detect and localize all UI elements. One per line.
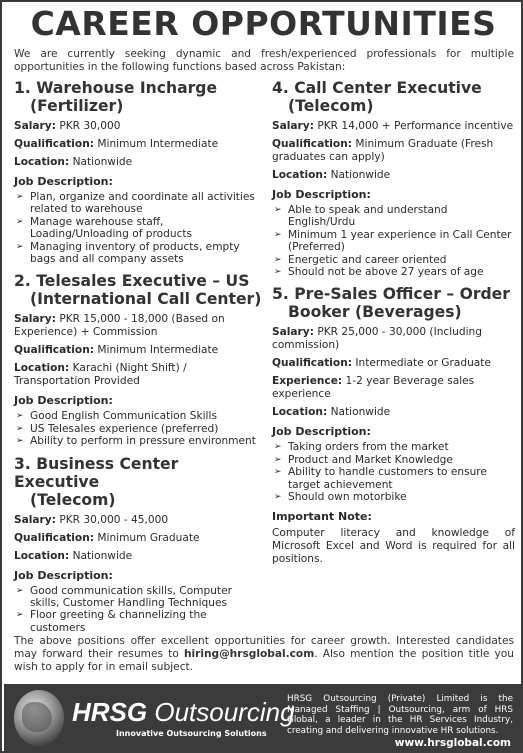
qualification-field: Qualification: Minimum Intermediate xyxy=(14,138,219,150)
duty-list xyxy=(14,410,264,447)
website-link[interactable]: www.hrsglobal.com xyxy=(394,737,511,749)
qualification-field: Qualification: Minimum Graduate xyxy=(14,531,200,544)
left-column xyxy=(14,79,264,641)
job-description-heading: Job Description: xyxy=(14,175,113,188)
job-telesales-executive xyxy=(14,272,264,447)
page-title: CAREER OPPORTUNITIES xyxy=(30,4,497,43)
list-item: ➢ Should own motorbike xyxy=(272,491,515,503)
job-description-heading: Job Description: xyxy=(272,188,371,201)
location-field: Location: Nationwide xyxy=(14,156,133,168)
duty-list xyxy=(272,204,515,278)
job-title-line1: 5. Pre-Sales Officer – Order xyxy=(272,285,510,304)
list-item: ➢ Ability to perform in pressure environment xyxy=(14,435,264,447)
list-item: ➢ Product and Market Knowledge xyxy=(272,454,515,466)
intro-text: We are currently seeking dynamic and fresh/experienced professionals for multiple opportunities in the following functions based across Pakistan: xyxy=(14,48,514,73)
list-item: ➢ Taking orders from the market xyxy=(272,441,515,453)
salary-field: Salary: PKR 30,000 - 45,000 xyxy=(14,513,169,526)
salary-field: Salary: PKR 15,000 - 18,000 (Based on Experience) + Commission xyxy=(14,313,225,339)
salary-field: Salary: PKR 30,000 xyxy=(14,120,121,132)
job-title xyxy=(14,272,264,308)
qualification-field: Qualification: Minimum Graduate (Fresh graduates can apply) xyxy=(272,138,494,163)
duty-list xyxy=(14,191,264,265)
job-title xyxy=(272,79,515,115)
location-field: Location: Nationwide xyxy=(272,406,391,419)
job-call-center-executive xyxy=(272,79,515,278)
globe-logo-icon xyxy=(14,690,64,746)
job-title-line2: (Telecom) xyxy=(30,490,116,509)
salary-field: Salary: PKR 25,000 - 30,000 (Including commission) xyxy=(272,326,482,352)
important-note-text: Computer literacy and knowledge of Microsoft Excel and Word is required for all positions. xyxy=(272,527,515,566)
job-title-line1: 3. Business Center Executive xyxy=(14,454,179,491)
qualification-field: Qualification: Intermediate or Graduate xyxy=(272,357,491,370)
duty-list xyxy=(272,441,515,503)
list-item: ➢ Good communication skills, Computer skills, Customer Handling Techniques xyxy=(14,585,264,610)
job-title-line2: (Telecom) xyxy=(288,97,374,115)
list-item: ➢ Managing inventory of products, empty bags and all company assets xyxy=(14,241,264,266)
salary-field: Salary: PKR 14,000 + Performance incentive xyxy=(272,120,514,132)
job-description-heading: Job Description: xyxy=(272,425,371,439)
brand-tagline: Innovative Outsourcing Solutions xyxy=(116,729,267,738)
duty-list xyxy=(14,585,264,635)
job-title-line1: 2. Telesales Executive – US xyxy=(14,272,250,291)
job-title-line1: 4. Call Center Executive xyxy=(272,79,482,97)
list-item: ➢ Manage warehouse staff, Loading/Unloading of products xyxy=(14,216,264,241)
important-note-heading: Important Note: xyxy=(272,510,372,524)
job-description-heading: Job Description: xyxy=(14,568,113,582)
footer-banner xyxy=(4,684,523,753)
brand-logo: HRSG Outsourcing xyxy=(72,697,295,727)
right-column xyxy=(272,79,515,566)
list-item: ➢ Able to speak and understand English/Urdu xyxy=(272,204,515,229)
list-item: ➢ Energetic and career oriented xyxy=(272,254,515,266)
location-field: Location: Nationwide xyxy=(272,169,391,181)
experience-field: Experience: 1-2 year Beverage sales experience xyxy=(272,375,475,401)
job-title-line2: (International Call Center) xyxy=(30,290,262,309)
job-title-line2: Booker (Beverages) xyxy=(288,303,462,322)
qualification-field: Qualification: Minimum Intermediate xyxy=(14,344,219,357)
location-field: Location: Nationwide xyxy=(14,549,133,562)
list-item: ➢ Minimum 1 year experience in Call Center (Preferred) xyxy=(272,229,515,254)
list-item: ➢ Good English Communication Skills xyxy=(14,410,264,422)
job-title xyxy=(14,455,264,509)
list-item: ➢ Plan, organize and coordinate all activities related to warehouse xyxy=(14,191,264,216)
list-item: ➢ US Telesales experience (preferred) xyxy=(14,423,264,435)
list-item: ➢ Should not be above 27 years of age xyxy=(272,266,515,278)
job-description-heading: Job Description: xyxy=(14,394,113,408)
location-field: Location: Karachi (Night Shift) / Transportation Provided xyxy=(14,362,187,388)
company-about-text: HRSG Outsourcing (Private) Limited is the Managed Staffing | Outsourcing, arm of HRS Global, a leader in the HR Services Industry, creating and delivering innovative HR solutions. xyxy=(287,694,513,736)
job-title-line2: (Fertilizer) xyxy=(30,97,124,115)
list-item: ➢ Floor greeting & channelizing the customers xyxy=(14,609,264,634)
closing-text: The above positions offer excellent opportunities for career growth. Interested candidates may forward their resumes to hiring@hrsglobal.com. Also mention the position title you wish to apply for in email subject. xyxy=(14,635,514,673)
list-item: ➢ Ability to handle customers to ensure target achievement xyxy=(272,466,515,491)
job-warehouse-incharge xyxy=(14,79,264,265)
job-title xyxy=(272,285,515,321)
email-link[interactable]: hiring@hrsglobal.com xyxy=(183,648,315,660)
job-business-center-executive xyxy=(14,455,264,635)
job-title xyxy=(14,79,264,115)
job-pre-sales-officer xyxy=(272,285,515,503)
job-title-line1: 1. Warehouse Incharge xyxy=(14,79,218,97)
